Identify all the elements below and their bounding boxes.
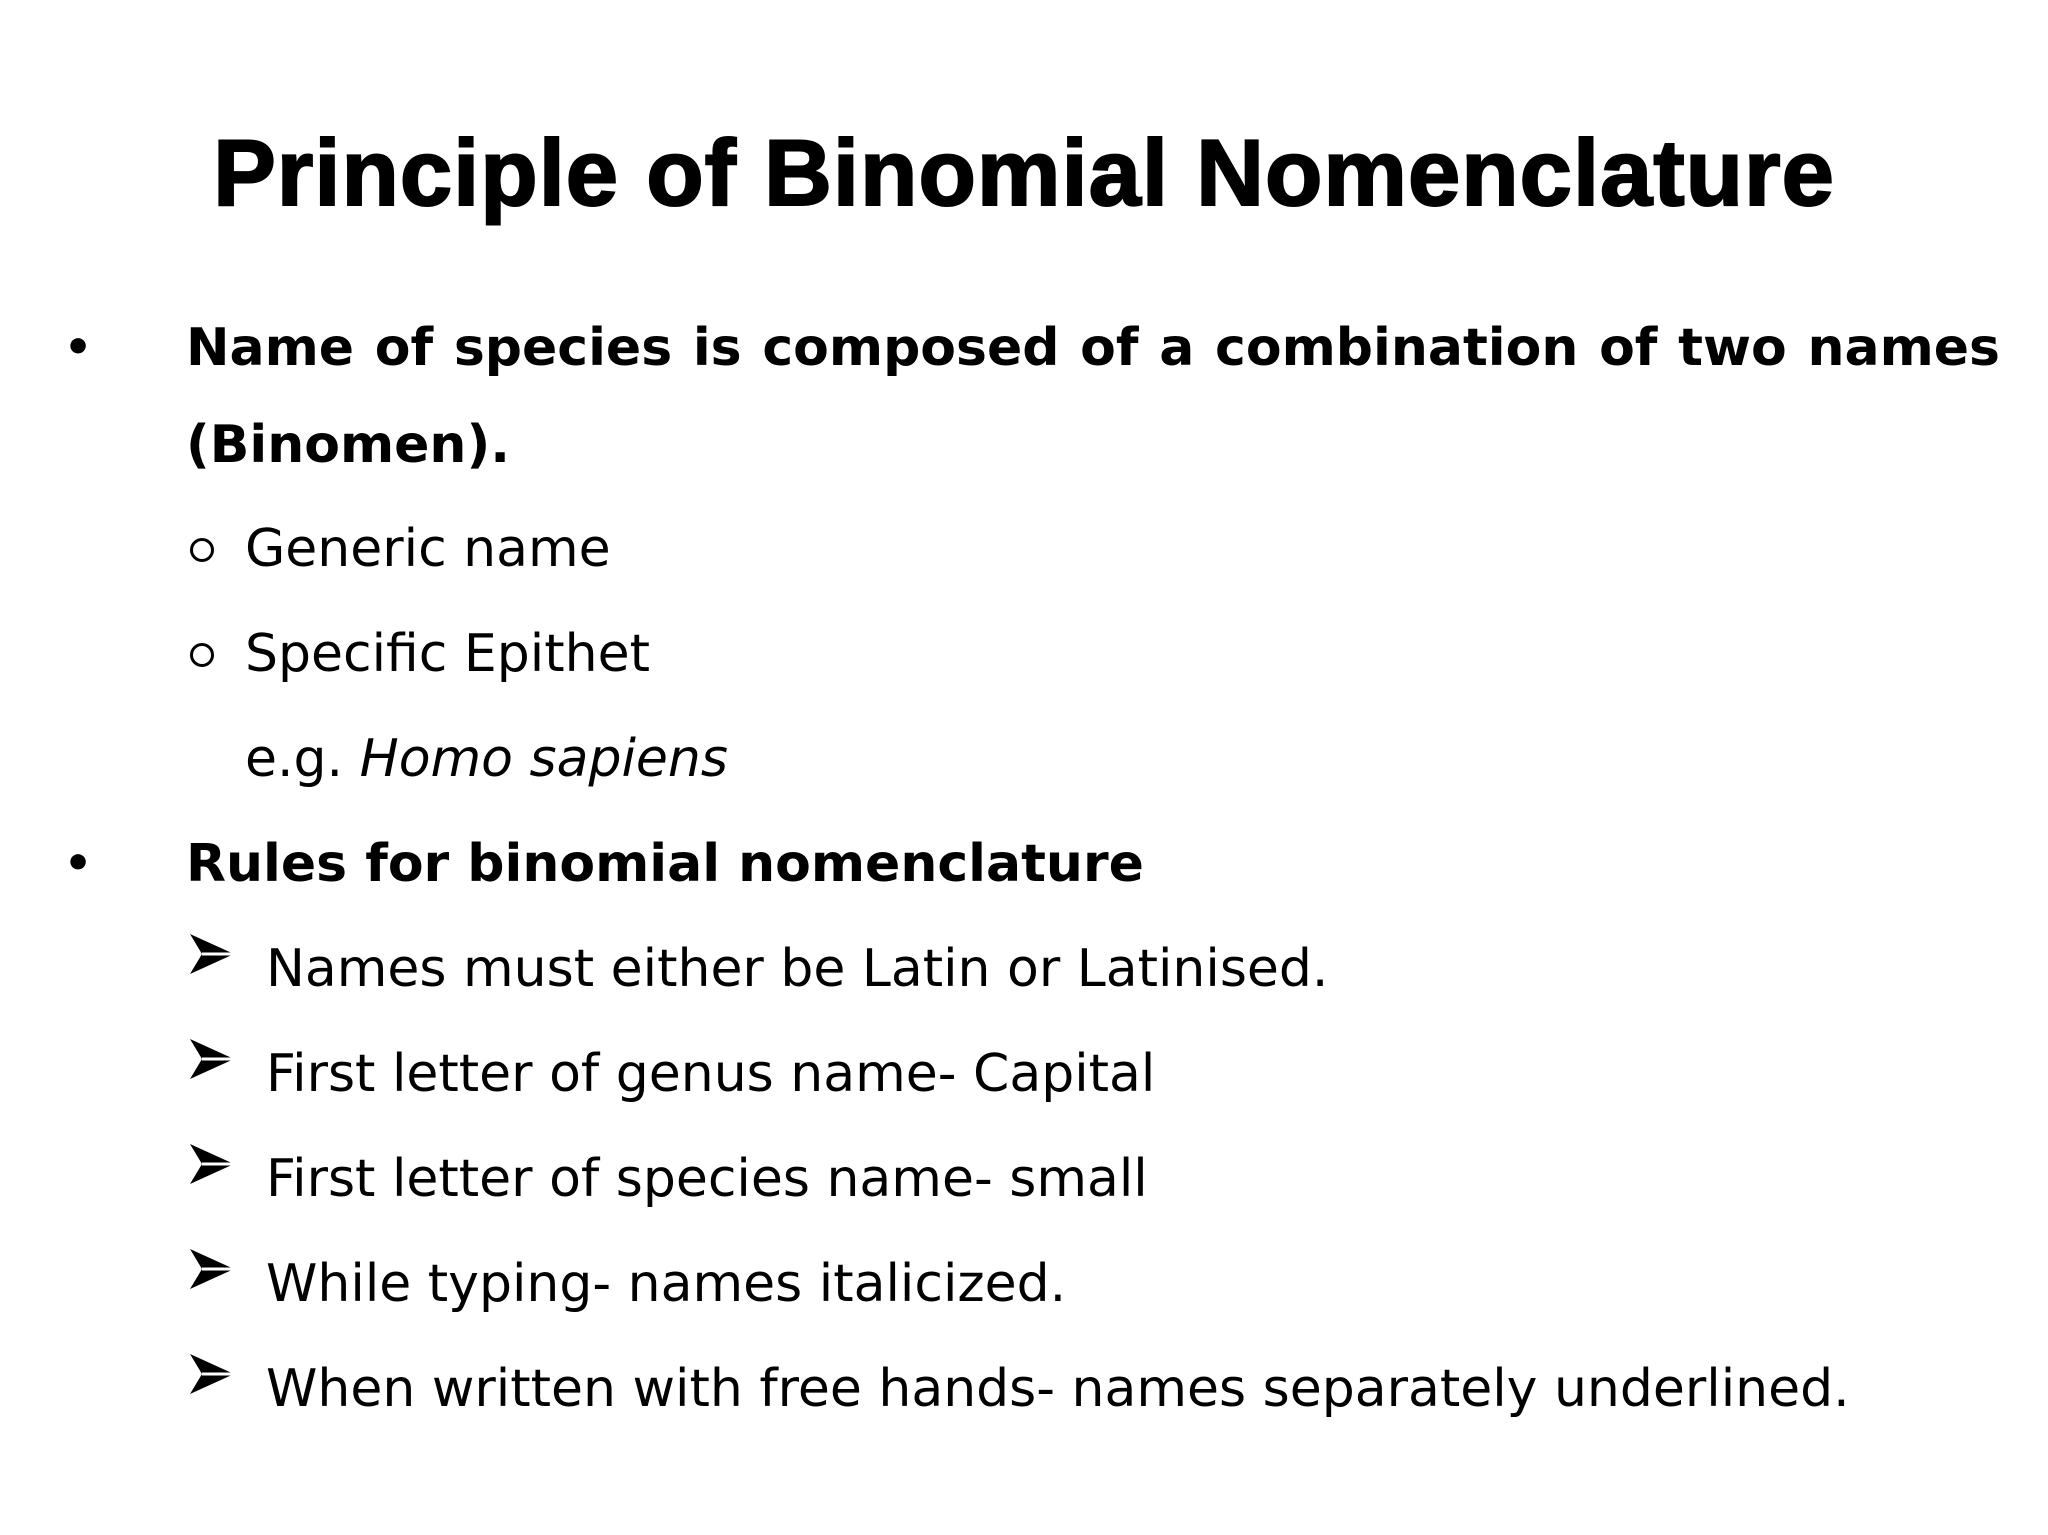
hollow-circle-icon: [190, 538, 214, 562]
rule-item-typing-italicized: While typing- names italicized.: [266, 1254, 1067, 1314]
arrowhead-icon: [188, 1352, 236, 1396]
bullet-dot-icon: •: [64, 322, 93, 373]
arrowhead-icon: [188, 1142, 236, 1186]
rule-item-genus-capital: First letter of genus name- Capital: [266, 1044, 1156, 1104]
arrowhead-icon: [188, 1037, 236, 1081]
bullet-2-heading: Rules for binomial nomenclature: [186, 834, 1144, 894]
slide-title: Principle of Binomial Nomenclature: [213, 120, 1835, 225]
hollow-circle-icon: [190, 643, 214, 667]
sub-item-specific-epithet: Specific Epithet: [245, 624, 650, 684]
bullet-1-text-line-1: Name of species is composed of a combination of two names: [186, 318, 2000, 378]
sub-item-generic-name: Generic name: [245, 519, 611, 579]
arrowhead-icon: [188, 932, 236, 976]
example-species-name: Homo sapiens: [359, 729, 728, 789]
rule-item-handwritten-underlined: When written with free hands- names separately underlined.: [266, 1359, 1850, 1419]
example-line: [245, 727, 728, 791]
arrowhead-icon: [188, 1247, 236, 1291]
bullet-1-text-line-2: (Binomen).: [186, 415, 510, 475]
bullet-dot-icon: •: [64, 838, 93, 889]
rule-item-species-small: First letter of species name- small: [266, 1149, 1148, 1209]
rule-item-latin: Names must either be Latin or Latinised.: [266, 939, 1329, 999]
example-prefix: e.g.: [245, 729, 360, 789]
